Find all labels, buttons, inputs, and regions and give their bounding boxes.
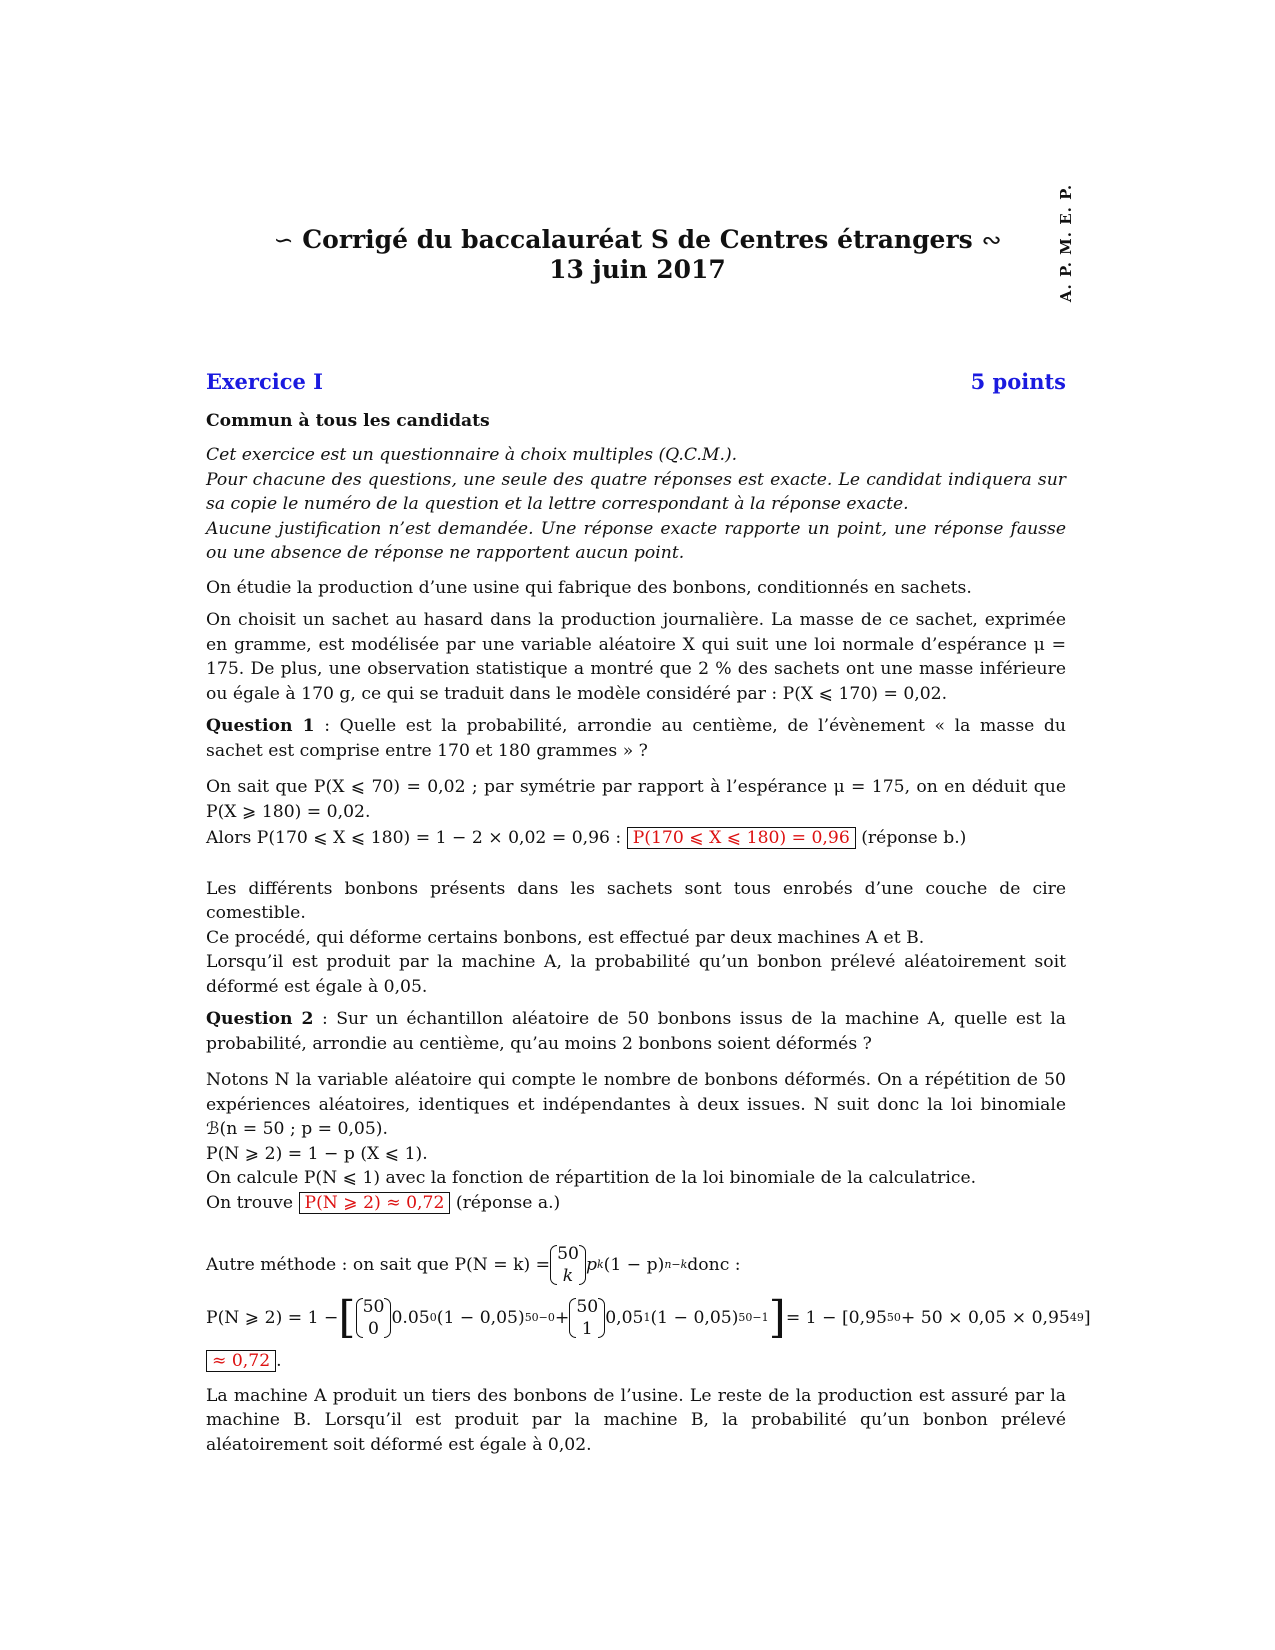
paragraph-2: On choisit un sachet au hasard dans la production journalière. La masse de ce sachet, exprimée en gramme, est modélisée par une variable aléatoire X qui suit une loi normale d’espérance μ = 175. De plus, une observation statistique a montré que 2 % des sachets ont une masse inférieure ou égale à 170 g, ce qui se traduit dans le modèle considéré par : P(X ⩽ 170) = 0,02. xyxy=(206,610,1066,704)
binom-bottom: 1 xyxy=(581,1319,593,1339)
exercise-points: 5 points xyxy=(970,369,1066,394)
left-bracket: [ xyxy=(338,1292,356,1343)
question-2 xyxy=(206,1007,1066,1056)
side-label: A. P. M. E. P. xyxy=(1057,183,1075,302)
binom-top: 50 xyxy=(362,1297,385,1317)
intro-line: Pour chacune des questions, une seule des quatre réponses est exacte. Le candidat indiquera sur sa copie le numéro de la question et la lettre correspondant à la réponse exacte. xyxy=(206,469,1066,514)
binom-top: 50 xyxy=(557,1244,579,1264)
equation-rhs: = 1 − [0,95 xyxy=(785,1307,887,1328)
term-2: 0,05 xyxy=(605,1307,644,1328)
p3-line: Lorsqu’il est produit par la machine A, la probabilité qu’un bonbon prélevé aléatoirement soit déformé est égale à 0,05. xyxy=(206,952,1066,997)
answer-2-line1: Notons N la variable aléatoire qui compte le nombre de bonbons déformés. On a répétition de 50 expériences aléatoires, identiques et indépendantes à deux issues. N suit donc la loi binomiale ℬ(n = 50 ; p = 0,05). xyxy=(206,1070,1066,1139)
answer-2-line4 xyxy=(206,1191,1066,1216)
rhs-exp: 50 xyxy=(886,1310,901,1324)
answer-1-line2 xyxy=(206,826,1066,851)
exercise-header xyxy=(206,370,1066,395)
answer-2-text: On trouve xyxy=(206,1192,299,1213)
paragraph-1: On étudie la production d’une usine qui fabrique des bonbons, conditionnés en sachets. xyxy=(206,577,972,598)
answer-1-text: Alors P(170 ⩽ X ⩽ 180) = 1 − 2 × 0,02 = 0,96 : xyxy=(206,828,627,848)
binom-top: 50 xyxy=(576,1297,599,1317)
equation-line xyxy=(206,1292,1091,1343)
term-exp: 50−0 xyxy=(524,1310,555,1324)
answer-1 xyxy=(206,775,1066,851)
term-2b: (1 − 0,05) xyxy=(650,1307,739,1328)
ornament-left: ∽ xyxy=(273,226,294,254)
p3-line: Les différents bonbons présents dans les sachets sont tous enrobés d’une couche de cire comestible. xyxy=(206,878,1066,923)
answer-1-ref: (réponse b.) xyxy=(855,828,967,848)
answer-2-line2: P(N ⩾ 2) = 1 − p (X ⩽ 1). xyxy=(206,1143,428,1164)
title-line2: 13 juin 2017 xyxy=(549,255,726,284)
rhs-end: ] xyxy=(1083,1307,1091,1328)
method-text: Autre méthode : on sait que P(N = k) = xyxy=(206,1254,551,1275)
question-1-label: Question 1 xyxy=(206,716,315,736)
intro-block xyxy=(206,443,1066,566)
intro-line: Cet exercice est un questionnaire à choix multiples (Q.C.M.). xyxy=(206,445,738,465)
term-exp: 0 xyxy=(429,1310,437,1324)
exercise-label: Exercice I xyxy=(206,369,323,394)
question-1-text: : Quelle est la probabilité, arrondie au centième, de l’évènement « la masse du sachet est comprise entre 170 et 180 grammes » ? xyxy=(206,716,1067,761)
result-dot: . xyxy=(276,1351,282,1371)
rhs-mid: + 50 × 0,05 × 0,95 xyxy=(900,1307,1070,1328)
term-exp: 50−1 xyxy=(738,1310,769,1324)
answer-2 xyxy=(206,1068,1066,1215)
binomial-coefficient xyxy=(356,1296,392,1340)
method-exp: k xyxy=(596,1257,604,1271)
ornament-right: ∾ xyxy=(981,226,1002,254)
term-1b: (1 − 0,05) xyxy=(436,1307,525,1328)
intro-line: Aucune justification n’est demandée. Une réponse exacte rapporte un point, une réponse fausse ou une absence de réponse ne rapportent aucun point. xyxy=(206,518,1066,563)
question-2-text: : Sur un échantillon aléatoire de 50 bonbons issus de la machine A, quelle est la probabilité, arrondie au centième, qu’au moins 2 bonbons soient déformés ? xyxy=(206,1009,1066,1054)
term-1: 0.05 xyxy=(391,1307,430,1328)
page-title xyxy=(0,225,1275,285)
answer-1-box: P(170 ⩽ X ⩽ 180) = 0,96 xyxy=(627,827,856,849)
method-line xyxy=(206,1243,1066,1287)
title-line1: Corrigé du baccalauréat S de Centres étrangers xyxy=(302,225,973,254)
paragraph-3 xyxy=(206,877,1066,1000)
term-exp: 1 xyxy=(643,1310,651,1324)
method-mid: (1 − p) xyxy=(603,1254,665,1275)
plus-sign: + xyxy=(554,1307,570,1328)
binom-bottom: k xyxy=(562,1266,574,1286)
method-exp: n−k xyxy=(664,1257,688,1271)
binomial-coefficient xyxy=(569,1296,605,1340)
answer-2-box: P(N ⩾ 2) ≈ 0,72 xyxy=(299,1192,451,1214)
rhs-exp: 49 xyxy=(1069,1310,1084,1324)
document-body xyxy=(206,369,1091,1465)
binom-bottom: 0 xyxy=(368,1319,379,1339)
subtitle: Commun à tous les candidats xyxy=(206,410,490,431)
binomial-coefficient xyxy=(550,1243,586,1287)
answer-2-ref: (réponse a.) xyxy=(450,1192,561,1213)
method-end: donc : xyxy=(687,1254,741,1275)
method-p: p xyxy=(585,1254,597,1275)
right-bracket: ] xyxy=(768,1292,786,1343)
equation-lhs: P(N ⩾ 2) = 1 − xyxy=(206,1307,339,1328)
method-result xyxy=(206,1349,1066,1374)
result-box: ≈ 0,72 xyxy=(206,1350,276,1372)
p3-line: Ce procédé, qui déforme certains bonbons, est effectué par deux machines A et B. xyxy=(206,927,925,948)
question-1 xyxy=(206,714,1066,763)
answer-1-line1: On sait que P(X ⩽ 70) = 0,02 ; par symétrie par rapport à l’espérance μ = 175, on en déduit que P(X ⩾ 180) = 0,02. xyxy=(206,777,1066,822)
paragraph-4: La machine A produit un tiers des bonbons de l’usine. Le reste de la production est assuré par la machine B. Lorsqu’il est produit par la machine B, la probabilité qu’un bonbon prélevé aléatoirement soit déformé est égale à 0,02. xyxy=(206,1385,1066,1455)
question-2-label: Question 2 xyxy=(206,1009,314,1029)
answer-2-line3: On calcule P(N ⩽ 1) avec la fonction de répartition de la loi binomiale de la calculatrice. xyxy=(206,1168,977,1188)
